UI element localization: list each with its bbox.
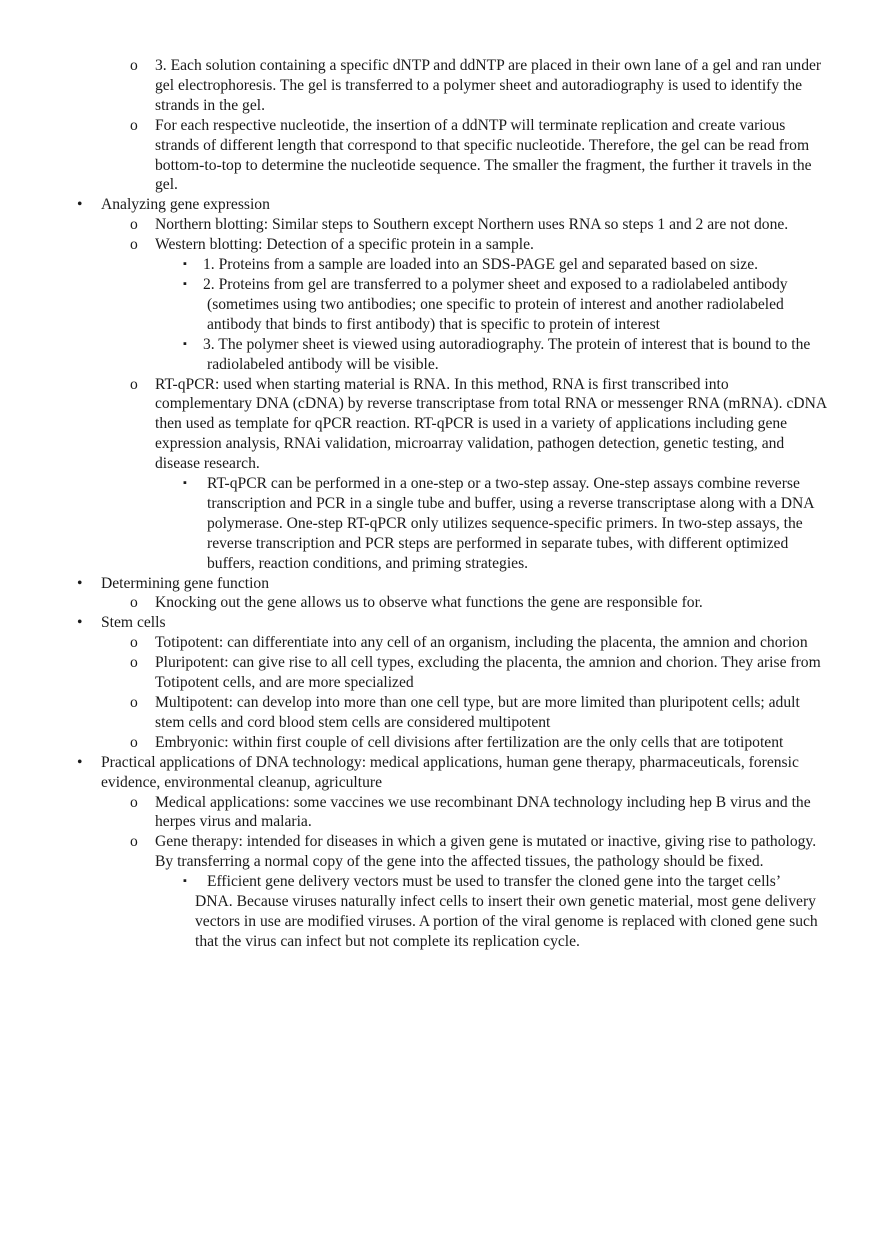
- item-text: Gene therapy: intended for diseases in which a given gene is mutated or inactive, giving rise to pathology. By transferring a normal copy of the gene into the affected tissues, the pathology should be fixed.: [155, 833, 817, 871]
- bullet-circle: o: [130, 216, 138, 234]
- sub-list-item: [0, 275, 821, 335]
- item-text: Determining gene function: [101, 574, 270, 592]
- bullet-dot: •: [77, 574, 83, 592]
- bullet-circle: o: [130, 694, 138, 711]
- item-text: Knocking out the gene allows us to observe what functions the gene are responsible for.: [155, 594, 703, 612]
- item-text: Western blotting: Detection of a specific protein in a sample.: [155, 236, 534, 254]
- sub-list-item: [0, 872, 821, 952]
- bullet-square: ▪: [183, 337, 187, 350]
- item-text: Efficient gene delivery vectors must be used to transfer the cloned gene into the target cells’ DNA. Because viruses naturally infect cells to insert their own genetic material, most gene delivery vectors in use are modified viruses. A portion of the viral genome is replaced with cloned gene such that the virus can infect but not complete its replication cycle.: [195, 873, 818, 950]
- item-text: Medical applications: some vaccines we use recombinant DNA technology including hep B virus and the herpes virus and malaria.: [155, 793, 811, 831]
- bullet-square: ▪: [183, 477, 187, 490]
- list-item: [0, 693, 827, 733]
- bullet-circle: o: [130, 654, 138, 672]
- section-heading-item: [0, 195, 837, 215]
- list-item: [0, 593, 827, 613]
- item-text: 1. Proteins from a sample are loaded into an SDS-PAGE gel and separated based on size.: [203, 256, 759, 274]
- bullet-dot: •: [77, 196, 83, 214]
- item-text: Practical applications of DNA technology: medical applications, human gene therapy, pharmaceuticals, forensic evidence, environmental cleanup, agriculture: [101, 753, 799, 791]
- bullet-circle: o: [130, 57, 138, 74]
- bullet-circle: o: [130, 793, 138, 811]
- section-heading-item: [0, 613, 837, 633]
- bullet-circle: o: [130, 236, 138, 254]
- item-text: Northern blotting: Similar steps to Southern except Northern uses RNA so steps 1 and 2 are not done.: [155, 216, 789, 234]
- item-text: Multipotent: can develop into more than one cell type, but are more limited than pluripotent cells; adult stem cells and cord blood stem cells are considered multipotent: [155, 694, 800, 731]
- bullet-square: ▪: [183, 258, 187, 271]
- list-item: [0, 116, 827, 196]
- list-item: [0, 653, 827, 693]
- list-item: [0, 215, 827, 235]
- item-text: Stem cells: [101, 614, 166, 632]
- list-item: [0, 235, 827, 255]
- bullet-circle: o: [130, 833, 138, 851]
- sub-list-item: [0, 474, 821, 574]
- item-text: For each respective nucleotide, the insertion of a ddNTP will terminate replication and create various strands of different length that correspond to that specific nucleotide. Therefore, the gel can be read from bottom-to-top to determine the nucleotide sequence. The smaller the fragment, the further it travels in the gel.: [155, 116, 812, 194]
- document-body: [0, 56, 880, 952]
- item-text: RT-qPCR: used when starting material is RNA. In this method, RNA is first transcribed into complementary DNA (cDNA) by reverse transcriptase from total RNA or messenger RNA (mRNA). cDNA then used as template for qPCR reaction. RT-qPCR is used in a variety of applications including gene expression analysis, RNAi validation, microarray validation, pathogen detection, genetic testing, and disease research.: [155, 375, 827, 473]
- bullet-circle: o: [130, 733, 138, 751]
- list-item: [0, 793, 827, 833]
- bullet-circle: o: [130, 594, 138, 612]
- list-item: [0, 633, 827, 653]
- item-text: Totipotent: can differentiate into any cell of an organism, including the placenta, the amnion and chorion: [155, 634, 808, 652]
- bullet-dot: •: [77, 614, 83, 632]
- bullet-circle: o: [130, 116, 138, 134]
- list-item: [0, 56, 827, 116]
- item-text: Embryonic: within first couple of cell divisions after fertilization are the only cells that are totipotent: [155, 733, 784, 751]
- sub-list-item: [0, 255, 821, 275]
- section-heading-item: [0, 753, 837, 793]
- list-item: [0, 832, 827, 872]
- item-text: 3. Each solution containing a specific dNTP and ddNTP are placed in their own lane of a gel and ran under gel electrophoresis. The gel is transferred to a polymer sheet and autoradiography is used to identify the strands in the gel.: [155, 57, 822, 114]
- item-text: RT-qPCR can be performed in a one-step or a two-step assay. One-step assays combine reverse transcription and PCR in a single tube and buffer, using a reverse transcriptase along with a DNA polymerase. One-step RT-qPCR only utilizes sequence-specific primers. In two-step assays, the reverse transcription and PCR steps are performed in separate tubes, with different optimized buffers, reaction conditions, and priming strategies.: [207, 475, 814, 572]
- bullet-dot: •: [77, 753, 83, 771]
- sub-list-item: [0, 335, 821, 375]
- bullet-square: ▪: [183, 875, 187, 888]
- list-item: [0, 375, 827, 475]
- bullet-circle: o: [130, 375, 138, 393]
- item-text: Analyzing gene expression: [101, 196, 270, 214]
- list-item: [0, 733, 827, 753]
- item-text: 3. The polymer sheet is viewed using autoradiography. The protein of interest that is bound to the radiolabeled antibody will be visible.: [203, 335, 811, 373]
- item-text: 2. Proteins from gel are transferred to a polymer sheet and exposed to a radiolabeled antibody (sometimes using two antibodies; one specific to protein of interest and another radiolabeled antibody that binds to first antibody) that is specific to protein of interest: [203, 275, 788, 333]
- bullet-square: ▪: [183, 277, 187, 290]
- bullet-circle: o: [130, 634, 138, 652]
- section-heading-item: [0, 574, 837, 594]
- item-text: Pluripotent: can give rise to all cell types, excluding the placenta, the amnion and chorion. They arise from Totipotent cells, and are more specialized: [155, 654, 821, 692]
